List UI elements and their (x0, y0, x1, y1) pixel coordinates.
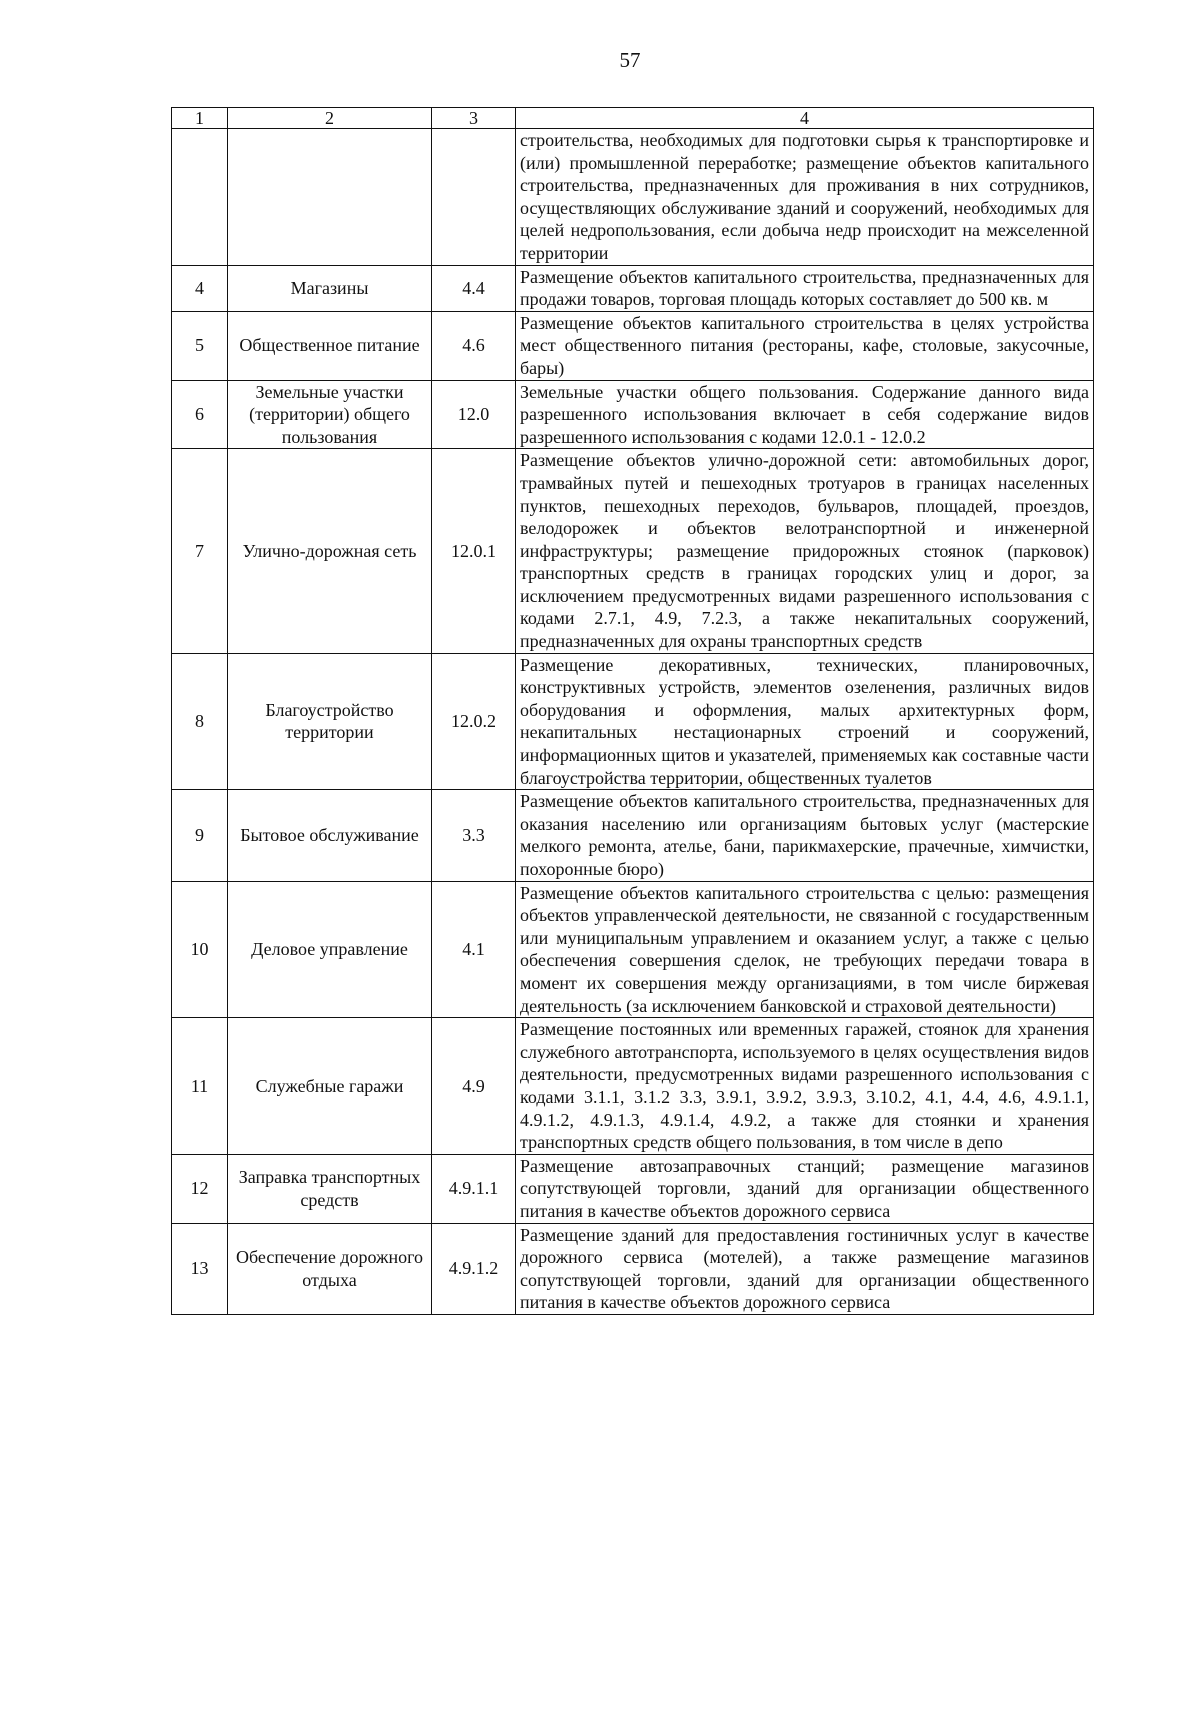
table-row (172, 311, 1094, 380)
use-type-description: Размещение объектов капитального строительства с целью: размещения объектов управленческой деятельности, не связанной с государственным или муниципальным управлением и оказанием услуг, а также с целью обеспечения совершения сделок, не требующих передачи товара в момент их совершения между организациями, в том числе биржевая деятельность (за исключением банковской и страховой деятельности) (516, 881, 1094, 1018)
use-type-code (432, 129, 516, 266)
use-type-description: Размещение постоянных или временных гаражей, стоянок для хранения служебного автотранспорта, используемого в целях осуществления видов деятельности, предусмотренных видами разрешенного использования с кодами 3.1.1, 3.1.2 3.3, 3.9.1, 3.9.2, 3.9.3, 3.10.2, 4.1, 4.4, 4.6, 4.9.1.1, 4.9.1.2, 4.9.1.3, 4.9.1.4, 4.9.2, а также для стоянки и хранения транспортных средств общего пользования, в том числе в депо (516, 1018, 1094, 1155)
header-col-2: 2 (228, 108, 432, 129)
row-number: 4 (172, 265, 228, 311)
table-row (172, 881, 1094, 1018)
use-type-code: 4.1 (432, 881, 516, 1018)
use-type-code: 4.9.1.2 (432, 1223, 516, 1314)
table-row (172, 449, 1094, 653)
use-type-name: Магазины (228, 265, 432, 311)
use-type-code: 4.4 (432, 265, 516, 311)
table-row (172, 1018, 1094, 1155)
row-number: 11 (172, 1018, 228, 1155)
use-type-description: Размещение объектов капитального строительства, предназначенных для продажи товаров, торговая площадь которых составляет до 500 кв. м (516, 265, 1094, 311)
row-number: 12 (172, 1154, 228, 1223)
row-number: 5 (172, 311, 228, 380)
row-number: 7 (172, 449, 228, 653)
use-type-code: 12.0.1 (432, 449, 516, 653)
use-type-name (228, 129, 432, 266)
use-type-name: Обеспечение дорожного отдыха (228, 1223, 432, 1314)
use-type-name: Деловое управление (228, 881, 432, 1018)
use-type-code: 12.0 (432, 380, 516, 449)
table-row (172, 129, 1094, 266)
row-number: 6 (172, 380, 228, 449)
header-row (172, 108, 1094, 129)
use-type-name: Служебные гаражи (228, 1018, 432, 1155)
use-type-code: 3.3 (432, 790, 516, 881)
header-col-1: 1 (172, 108, 228, 129)
use-type-description: Размещение декоративных, технических, планировочных, конструктивных устройств, элементов озеленения, различных видов оборудования и оформления, малых архитектурных форм, некапитальных нестационарных строений и сооружений, информационных щитов и указателей, применяемых как составные части благоустройства территории, общественных туалетов (516, 653, 1094, 790)
use-type-code: 12.0.2 (432, 653, 516, 790)
row-number: 8 (172, 653, 228, 790)
use-type-description: Размещение зданий для предоставления гостиничных услуг в качестве дорожного сервиса (мотелей), а также размещение магазинов сопутствующей торговли, зданий для организации общественного питания в качестве объектов дорожного сервиса (516, 1223, 1094, 1314)
row-number: 9 (172, 790, 228, 881)
use-type-name: Земельные участки (территории) общего пользования (228, 380, 432, 449)
page-number: 57 (619, 48, 641, 72)
land-use-table (171, 107, 1094, 1315)
use-type-description: строительства, необходимых для подготовки сырья к транспортировке и (или) промышленной переработке; размещение объектов капитального строительства, предназначенных для проживания в них сотрудников, осуществляющих обслуживание зданий и сооружений, необходимых для целей недропользования, если добыча недр происходит на межселенной территории (516, 129, 1094, 266)
table-row (172, 380, 1094, 449)
use-type-name: Улично-дорожная сеть (228, 449, 432, 653)
use-type-description: Земельные участки общего пользования. Содержание данного вида разрешенного использования включает в себя содержание видов разрешенного использования с кодами 12.0.1 - 12.0.2 (516, 380, 1094, 449)
use-type-name: Общественное питание (228, 311, 432, 380)
table-row (172, 1154, 1094, 1223)
row-number (172, 129, 228, 266)
use-type-description: Размещение объектов улично-дорожной сети: автомобильных дорог, трамвайных путей и пешеходных тротуаров в границах населенных пунктов, пешеходных переходов, бульваров, площадей, проездов, велодорожек и объектов велотранспортной и инженерной инфраструктуры; размещение придорожных стоянок (парковок) транспортных средств в границах городских улиц и дорог, за исключением предусмотренных видами разрешенного использования с кодами 2.7.1, 4.9, 7.2.3, а также некапитальных сооружений, предназначенных для охраны транспортных средств (516, 449, 1094, 653)
row-number: 13 (172, 1223, 228, 1314)
use-type-description: Размещение объектов капитального строительства в целях устройства мест общественного питания (рестораны, кафе, столовые, закусочные, бары) (516, 311, 1094, 380)
row-number: 10 (172, 881, 228, 1018)
header-col-4: 4 (516, 108, 1094, 129)
use-type-code: 4.6 (432, 311, 516, 380)
table-row (172, 653, 1094, 790)
use-type-code: 4.9 (432, 1018, 516, 1155)
table-row (172, 1223, 1094, 1314)
table-row (172, 790, 1094, 881)
use-type-code: 4.9.1.1 (432, 1154, 516, 1223)
use-type-name: Заправка транспортных средств (228, 1154, 432, 1223)
use-type-name: Благоустройство территории (228, 653, 432, 790)
table-row (172, 265, 1094, 311)
use-type-description: Размещение автозаправочных станций; размещение магазинов сопутствующей торговли, зданий для организации общественного питания в качестве объектов дорожного сервиса (516, 1154, 1094, 1223)
use-type-description: Размещение объектов капитального строительства, предназначенных для оказания населению или организациям бытовых услуг (мастерские мелкого ремонта, ателье, бани, парикмахерские, прачечные, химчистки, похоронные бюро) (516, 790, 1094, 881)
use-type-name: Бытовое обслуживание (228, 790, 432, 881)
header-col-3: 3 (432, 108, 516, 129)
